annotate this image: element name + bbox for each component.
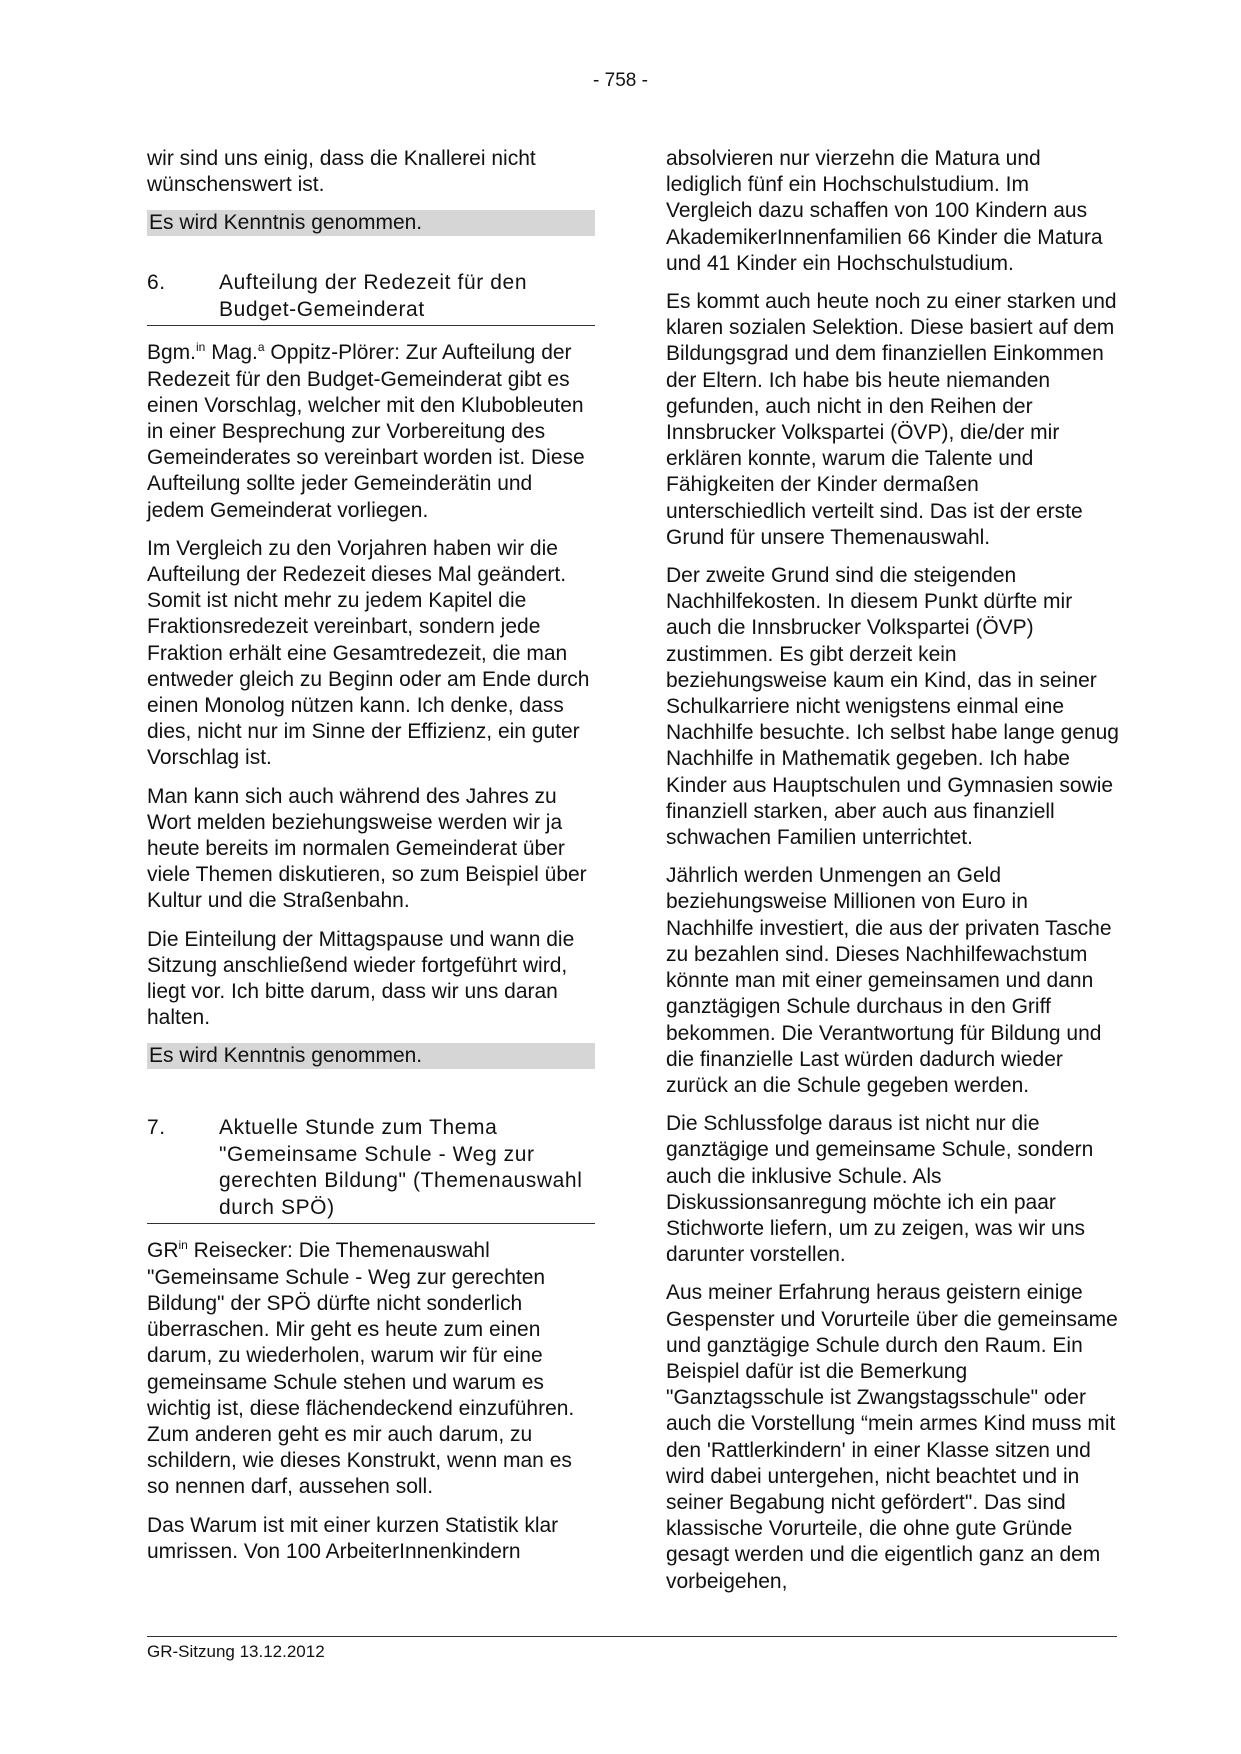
paragraph: Das Warum ist mit einer kurzen Statistik klar umrissen. Von 100 ArbeiterInnenkindern (147, 1513, 559, 1563)
speech-text: Zur Aufteilung der Redezeit für den Budget-Gemeinderat gibt es einen Vorschlag, welcher mit den Klubobleuten in einer Besprechung zur Vorbereitung des Gemeinderates so vereinbart worden ist. Diese Aufteilung sollte jeder Gemeinderätin und jedem Gemeinderat vorliegen. (147, 341, 585, 522)
paragraph: Die Schlussfolge daraus ist nicht nur die ganztägige und gemeinsame Schule, sondern auch die inklusive Schule. Als Diskussionsanregung möchte ich ein paar Stichworte liefern, um zu zeigen, was wir uns darunter vorstellen. (666, 1112, 1094, 1267)
agenda-title: Aufteilung der Redezeit für den Budget-Gemeinderat (219, 271, 528, 321)
footer-divider (147, 1636, 1117, 1637)
paragraph: Es kommt auch heute noch zu einer starken und klaren sozialen Selektion. Diese basiert auf dem Bildungsgrad und dem finanziellen Einkommen der Eltern. Ich habe bis heute niemanden gefunden, auch nicht in den Reihen der Innsbrucker Volkspartei (ÖVP), die/der mir erklären konnte, warum die Talente und Fähigkeiten der Kinder dermaßen unterschiedlich verteilt sind. Das ist der erste Grund für unsere Themenauswahl. (666, 290, 1117, 549)
agenda-item-7 (147, 1115, 595, 1224)
agenda-number: 7. (147, 1116, 166, 1140)
paragraph: Der zweite Grund sind die steigenden Nachhilfekosten. In diesem Punkt dürfte mir auch die Innsbrucker Volkspartei (ÖVP) zustimmen. Es gibt derzeit kein beziehungsweise kaum ein Kind, das in seiner Schulkarriere nicht wenigstens einmal eine Nachhilfe besuchte. Ich selbst habe lange genug Nachhilfe in Mathematik gegeben. Ich habe Kinder aus Hauptschulen und Gymnasien sowie finanziell starken, aber auch aus finanziell schwachen Familien unterrichtet. (666, 564, 1119, 850)
speech-paragraph (147, 1238, 595, 1500)
notice-banner: Es wird Kenntnis genommen. (147, 210, 595, 236)
speaker-title: Bgm. (147, 341, 197, 365)
left-column (147, 146, 595, 1577)
speaker-title: GR (147, 1239, 179, 1263)
paragraph: wir sind uns einig, dass die Knallerei nicht wünschenswert ist. (147, 147, 536, 197)
paragraph: Man kann sich auch während des Jahres zu Wort melden beziehungsweise werden wir ja heute bereits im normalen Gemeinderat über viele Themen diskutieren, so zum Beispiel über Kultur und die Straßenbahn. (147, 784, 587, 913)
agenda-number: 6. (147, 271, 166, 295)
agenda-item-6 (147, 270, 595, 326)
speaker-superscript: in (178, 1238, 188, 1253)
speaker-name: Oppitz-Plörer: (264, 341, 400, 365)
paragraph: Jährlich werden Unmengen an Geld beziehungsweise Millionen von Euro in Nachhilfe investiert, die aus der privaten Tasche zu bezahlen sind. Dieses Nachhilfewachstum könnte man mit einer gemeinsamen und dann ganztägigen Schule durchaus in den Griff bekommen. Die Verantwortung für Bildung und die finanzielle Last würden dadurch wieder zurück an die Schule gegeben werden. (666, 864, 1112, 1097)
notice-banner: Es wird Kenntnis genommen. (147, 1043, 595, 1069)
agenda-title: Aktuelle Stunde zum Thema "Gemeinsame Schule - Weg zur gerechten Bildung" (Themenauswahl durch SPÖ) (219, 1116, 583, 1219)
right-column (666, 146, 1120, 1607)
speaker-name: Reisecker: (187, 1239, 293, 1263)
paragraph: absolvieren nur vierzehn die Matura und lediglich fünf ein Hochschulstudium. Im Vergleich dazu schaffen von 100 Kindern aus AkademikerInnenfamilien 66 Kinder die Matura und 41 Kinder ein Hochschulstudium. (666, 147, 1103, 275)
footer-text: GR-Sitzung 13.12.2012 (147, 1642, 325, 1661)
speech-paragraph (147, 340, 595, 523)
speaker-superscript: a (257, 340, 265, 355)
paragraph: Aus meiner Erfahrung heraus geistern einige Gespenster und Vorurteile über die gemeinsame und ganztägige Schule durch den Raum. Ein Beispiel dafür ist die Bemerkung "Ganztagsschule ist Zwangstagsschule" oder auch die Vorstellung “mein armes Kind muss mit den 'Rattlerkindern' in einer Klasse sitzen und wird dabei untergehen, nicht beachtet und in seiner Begabung nicht gefördert". Das sind klassische Vorurteile, die ohne gute Gründe gesagt werden und die eigentlich ganz an dem vorbeigehen, (666, 1281, 1118, 1593)
speaker-title: Mag. (205, 341, 258, 365)
paragraph: Die Einteilung der Mittagspause und wann die Sitzung anschließend wieder fortgeführt wird, liegt vor. Ich bitte darum, dass wir uns daran halten. (147, 927, 575, 1030)
speaker-superscript: in (196, 340, 206, 355)
page-number: - 758 - (593, 70, 648, 91)
paragraph: Im Vergleich zu den Vorjahren haben wir die Aufteilung der Redezeit dieses Mal geändert. Somit ist nicht mehr zu jedem Kapitel die Fraktionsredezeit vereinbart, sondern jede Fraktion erhält eine Gesamtredezeit, die man entweder gleich zu Beginn oder am Ende durch einen Monolog nützen kann. Ich denke, dass dies, nicht nur im Sinne der Effizienz, ein guter Vorschlag ist. (147, 536, 590, 770)
speech-text: Die Themenauswahl "Gemeinsame Schule - Weg zur gerechten Bildung" der SPÖ dürfte nicht sonderlich überraschen. Mir geht es heute zum einen darum, zu wiederholen, warum wir für eine gemeinsame Schule stehen und warum es wichtig ist, diese flächendeckend einzuführen. Zum anderen geht es mir auch darum, zu schildern, wie dieses Konstrukt, wenn man es so nennen darf, aussehen soll. (147, 1239, 575, 1499)
